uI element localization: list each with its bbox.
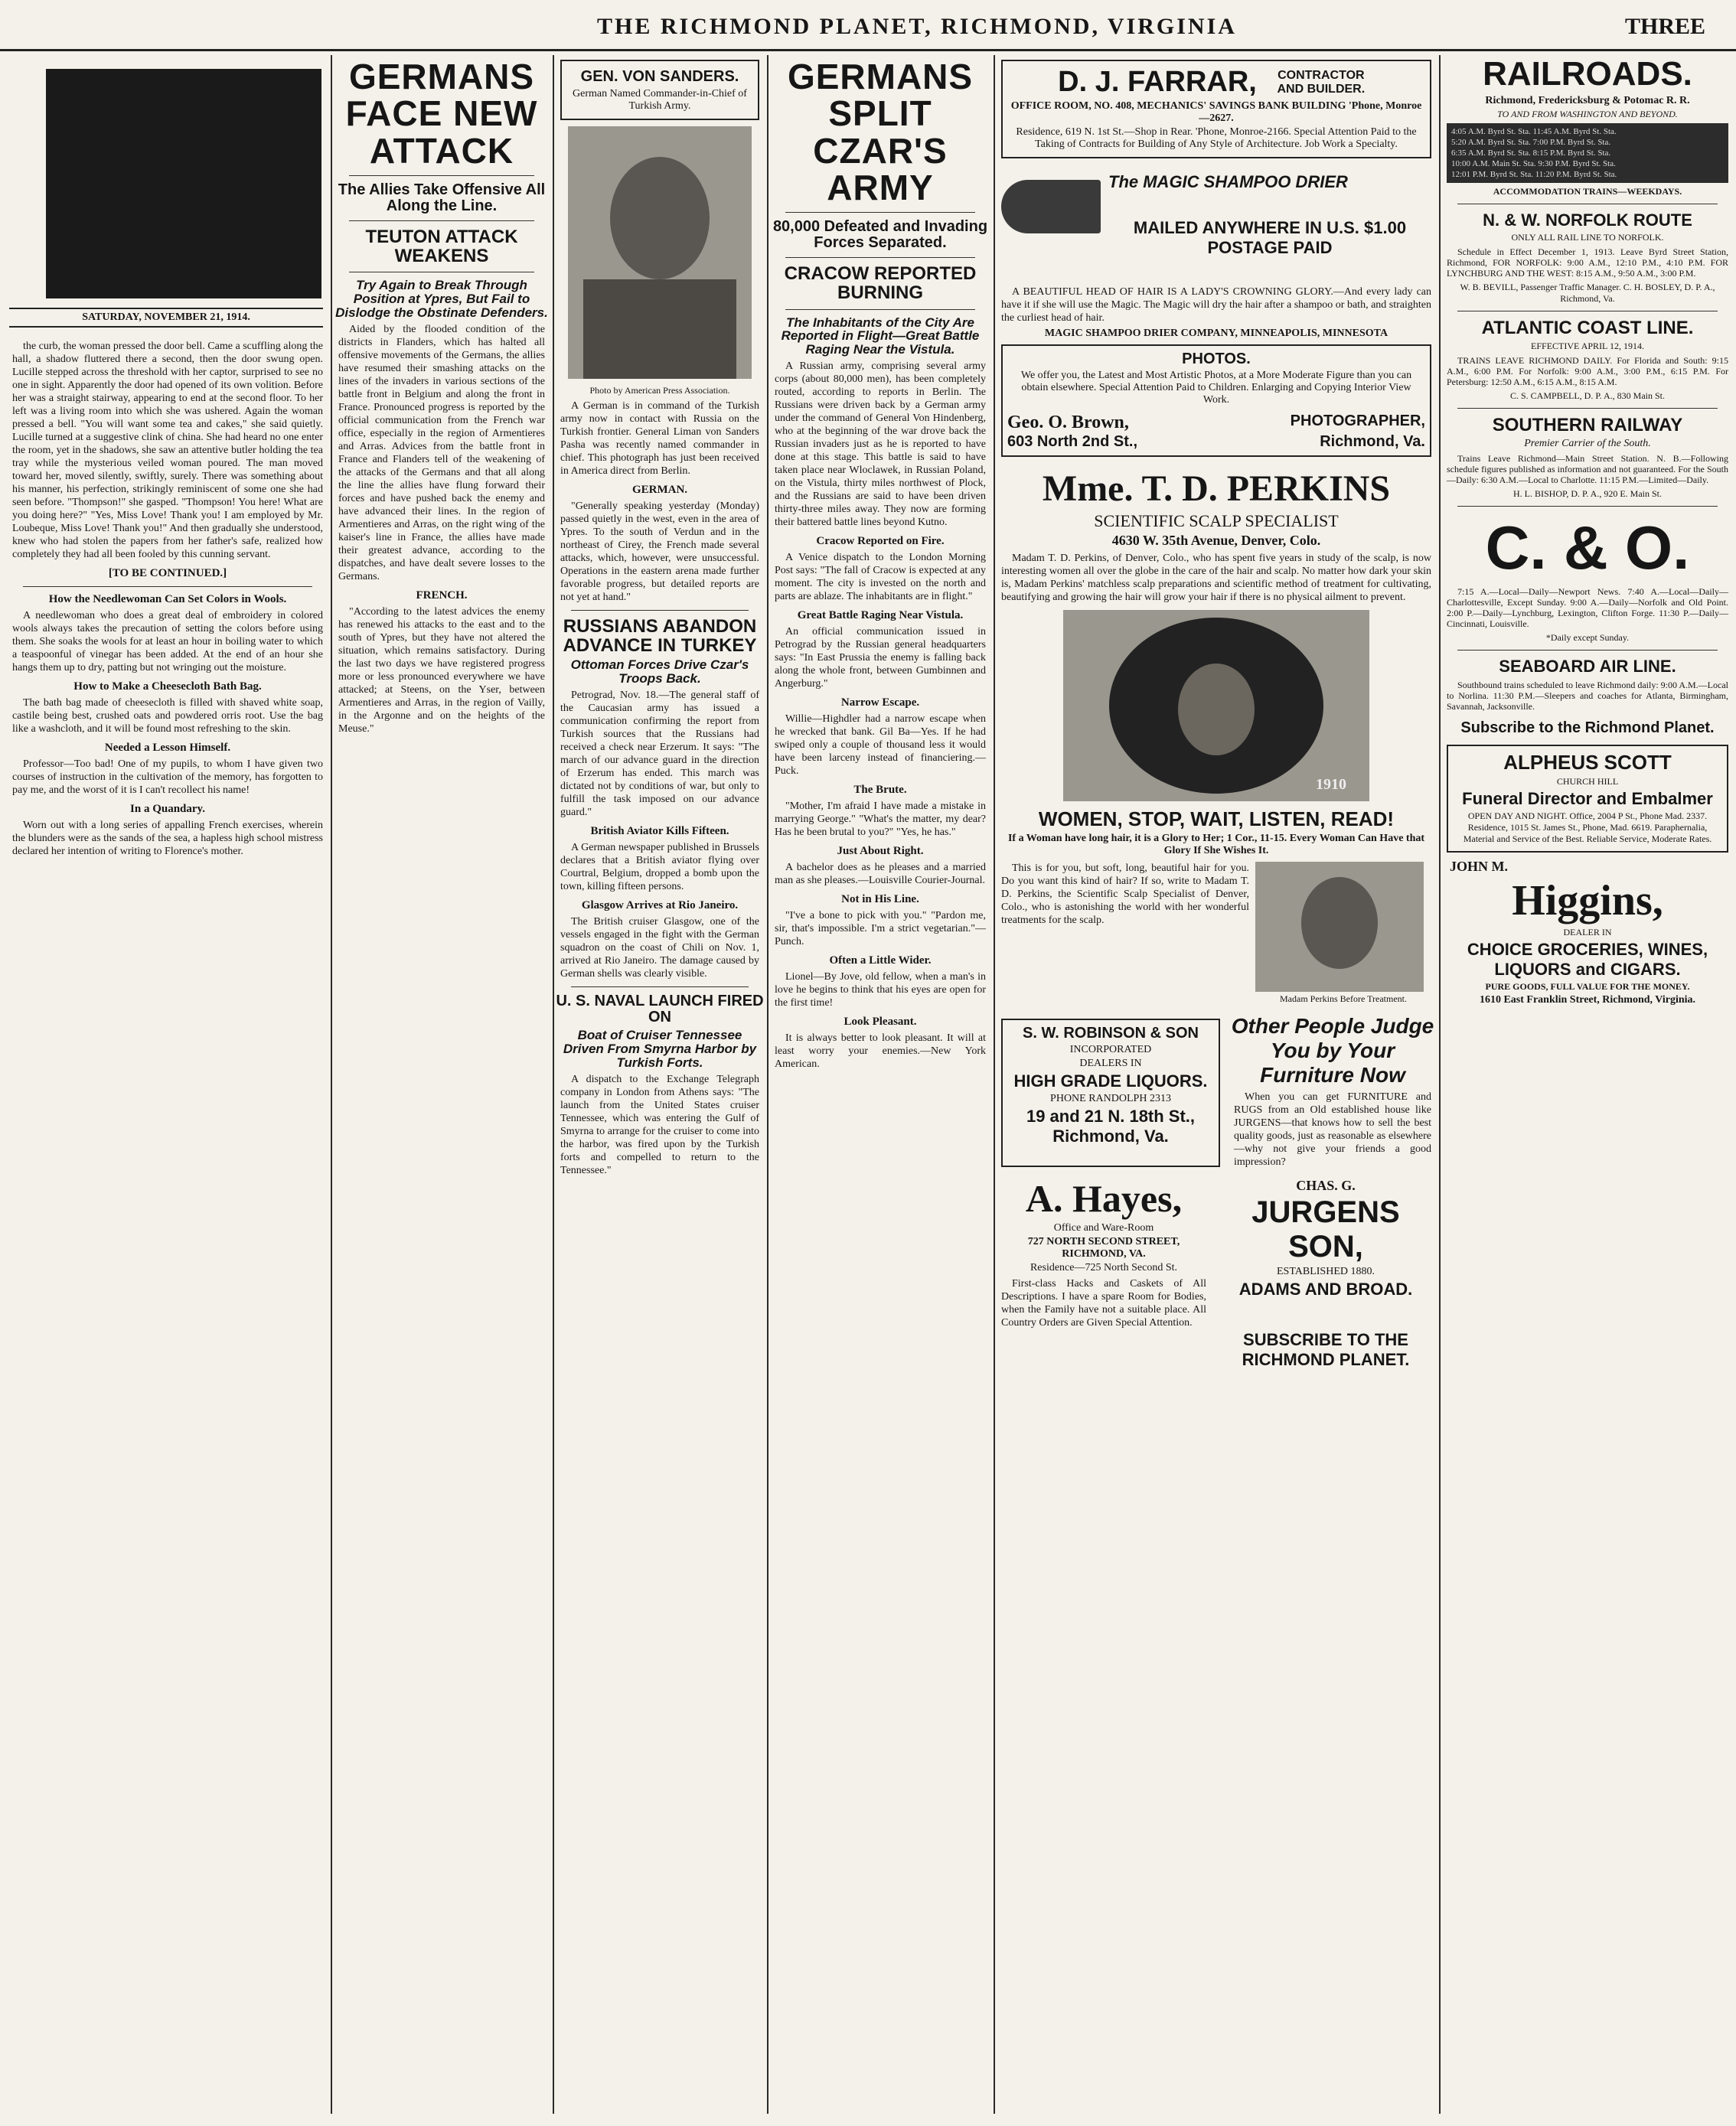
magic-drier-ad-art (1001, 165, 1431, 279)
aviator-text: A German newspaper published in Brussels declares that a British aviator flying over Courtral, Belgium, dropped a bomb upon the town, killing fifteen persons. (560, 842, 759, 893)
subhead-boat: Boat of Cruiser Tennessee Driven From Smyrna Harbor by Turkish Forts. (563, 1028, 757, 1070)
ink-blot (46, 69, 321, 298)
escape-text: Willie—Highdler had a narrow escape when he wrecked that bank. Gil Ba—Yes. If he had swiped only a couple of thousand less it would have been larceny instead of financiering.—Puck. (775, 713, 986, 778)
farrar-trade: CONTRACTOR AND BUILDER. (1277, 68, 1366, 96)
portrait-photo (568, 126, 752, 379)
column-4 (770, 55, 990, 2114)
french-text: "According to the latest advices the enemy has renewed his attacks to the east and to the south of Ypres, but they have not altered the situation, which remains satisfactory. During the last two days we have registered progress more or less pronounced everywhere we have attacked; at Steens, on the Yser, between Armentieres and Arras, in the region of Vailly, in the Argonne and on the heights of the Meuse." (338, 605, 545, 735)
subhead-teuton: TEUTON ATTACK WEAKENS (365, 226, 518, 267)
robinson-phone: PHONE RANDOLPH 2313 (1050, 1093, 1171, 1104)
hayes-address: 727 NORTH SECOND STREET, RICHMOND, VA. (1027, 1236, 1180, 1260)
jurgens-established: ESTABLISHED 1880. (1277, 1266, 1375, 1277)
scott-trade: Funeral Director and Embalmer (1462, 789, 1713, 808)
robinson-name: S. W. ROBINSON & SON (1022, 1025, 1199, 1042)
schedule-row: 4:05 A.M. Byrd St. Sta. 11:45 A.M. Byrd St. Sta. (1451, 127, 1617, 136)
women-subhead: If a Woman have long hair, it is a Glory to Her; 1 Cor., 11-15. Every Woman Can Have that Glory If She Wishes It. (1007, 833, 1425, 856)
accommodation-trains: ACCOMMODATION TRAINS—WEEKDAYS. (1493, 186, 1682, 197)
continued-note: [TO BE CONTINUED.] (108, 567, 227, 579)
caption-text: A German is in command of the Turkish army now in contact with Russia on the Turkish frontier. General Liman von Sanders Pasha was recently named commander in chief. This photograph has just been received in America direct from Berlin. (560, 400, 759, 477)
subhead-narrow-escape: Narrow Escape. (840, 696, 920, 709)
divider (785, 309, 975, 310)
rfp-title: Richmond, Fredericksburg & Potomac R. R. (1485, 95, 1690, 106)
bath-bag-text: The bath bag made of cheesecloth is filled with shaved white soap, castile being best, crushed oats and powdered orris root. Use the bag like a washcloth, and it will be found most refreshing to the skin. (12, 697, 323, 735)
subhead-just-right: Just About Right. (837, 845, 924, 858)
photo-credit: Photo by American Press Association. (589, 385, 730, 396)
farrar-name: D. J. FARRAR, (1058, 66, 1257, 98)
headline-needlewoman: How the Needlewoman Can Set Colors in Wools. (48, 593, 287, 605)
divider (23, 586, 312, 587)
divider (785, 257, 975, 258)
southern-schedule: Trains Leave Richmond—Main Street Station. N. B.—Following schedule figures published as information and not guaranteed. For the South—Daily: 6:30 A.M.—Local to Charlotte. 11:15 P.M.—Limited—Daily. (1447, 453, 1728, 485)
higgins-ad (1442, 859, 1733, 1006)
divider (1457, 506, 1718, 507)
rfp-schedule (1447, 123, 1728, 183)
jurgens-ad (1216, 1176, 1436, 1370)
masthead-title: THE RICHMOND PLANET, RICHMOND, VIRGINIA (597, 14, 1237, 39)
photos-title: PHOTOS. (1182, 351, 1251, 367)
subhead-french: FRENCH. (416, 589, 468, 602)
farrar-residence: Residence, 619 N. 1st St.—Shop in Rear. 'Phone, Monroe-2166. Special Attention Paid to the Taking of Contracts for Building of Any Style of Architecture. Job Work a Specialty. (1016, 126, 1417, 150)
before-caption: Madam Perkins Before Treatment. (1280, 993, 1407, 1004)
schedule-row: 12:01 P.M. Byrd St. Sta. 11:20 P.M. Byrd St. Sta. (1451, 170, 1617, 179)
headline-germans-split: GERMANS SPLIT CZAR'S ARMY (787, 57, 974, 207)
naval-text: A dispatch to the Exchange Telegraph company in London from Athens says: "The launch from the United States cruiser Tennessee, which was entering the Gulf of Smyrna to arrange for the cruiser to come into the harbor, was fired upon by the Turkish forts and compelled to return to the Tennessee." (560, 1073, 759, 1176)
subhead-wider: Often a Little Wider. (829, 954, 932, 967)
photo-title: GEN. VON SANDERS. (580, 68, 739, 85)
furniture-headline: Other People Judge You by Your Furniture Now (1231, 1014, 1434, 1087)
column-rule (767, 55, 768, 2114)
perkins-name: Mme. T. D. PERKINS (1042, 468, 1391, 509)
nw-schedule: Schedule in Effect December 1, 1913. Leave Byrd Street Station, Richmond, FOR NORFOLK: 9:00 A.M., 12:10 P.M., 4:10 P.M. FOR LYNCHBURG AND THE WEST: 8:15 A.M., 9:50 A.M., 3:00 P.M. (1447, 246, 1728, 279)
divider (1457, 408, 1718, 409)
subhead-not-in-line: Not in His Line. (841, 893, 919, 906)
perkins-face (1178, 664, 1255, 755)
subhead-inhabitants: The Inhabitants of the City Are Reported in Flight—Great Battle Raging Near the Vistula. (781, 315, 980, 357)
column-rule (553, 55, 554, 2114)
robinson-goods: HIGH GRADE LIQUORS. (1013, 1071, 1208, 1091)
column-2 (334, 55, 550, 2114)
scott-location: CHURCH HILL (1556, 776, 1619, 787)
german-text: "Generally speaking yesterday (Monday) passed quietly in the west, even in the area of Ypres. To the south of Verdun and in the northeast of Cirey, the French made several attacks, which, however, were unsuccessful. Operations in the eastern arena made further favorable progress, but detailed reports are not yet at hand." (560, 501, 759, 603)
railroads-title: RAILROADS. (1483, 55, 1692, 93)
dateline: SATURDAY, NOVEMBER 21, 1914. (9, 308, 323, 328)
subhead-80000: 80,000 Defeated and Invading Forces Separated. (772, 218, 988, 252)
acl-title: ATLANTIC COAST LINE. (1481, 318, 1694, 338)
drier-device-icon (1001, 180, 1101, 233)
magic-text: A BEAUTIFUL HEAD OF HAIR IS A LADY'S CROWNING GLORY.—And every lady can have it if she will use the Magic. The Magic will dry the hair after a shampoo or bath, and straighten the curliest head of hair. (1001, 286, 1431, 324)
perkins-title: SCIENTIFIC SCALP SPECIALIST (1094, 511, 1339, 530)
acl-agent: C. S. CAMPBELL, D. P. A., 830 Main St. (1509, 390, 1666, 401)
subhead-ottoman: Ottoman Forces Drive Czar's Troops Back. (570, 657, 749, 686)
hayes-ad (997, 1176, 1211, 1370)
robinson-ad (1001, 1019, 1220, 1167)
column-rule (331, 55, 332, 2114)
subscribe-planet-2: Subscribe to the Richmond Planet. (1460, 719, 1715, 736)
headline-lesson: Needed a Lesson Himself. (104, 742, 231, 754)
divider (1457, 650, 1718, 651)
lesson-text: Professor—Too bad! One of my pupils, to whom I have given two courses of instruction in the cultivation of the memory, has forgotten to pay me, and the worst of it is I can't recollect his name! (12, 758, 323, 796)
hayes-name: A. Hayes, (1025, 1177, 1183, 1220)
higgins-name: Higgins, (1512, 877, 1663, 924)
germans-face-text: Aided by the flooded condition of the districts in Flanders, which has halted all offensive movements of the Germans, the allies have resumed their smashing attacks on the lines of the invaders in various sections of the battle front in Belgium and along the front in France. Pronounced progress is reported by the official communication from the French war office, especially in the region of Armentieres and Arras. Advices from the battle front in France and Flanders tell of the weakening of the attacks of the Germans and that all along the line the allies have flung forward their forces and have pushed back the enemy and have advanced their lines. In the region of Armentieres and Arras, on the right wing of the kaiser's line in France, the allies have made their greatest advance, according to the dispatches, and have dealt severe losses to the Germans. (338, 323, 545, 582)
subhead-aviator: British Aviator Kills Fifteen. (590, 825, 729, 838)
higgins-prefix: JOHN M. (1450, 859, 1508, 874)
photo-caption-box (560, 60, 759, 120)
page-number: THREE (1624, 14, 1705, 39)
divider (785, 212, 975, 213)
scott-text: OPEN DAY AND NIGHT. Office, 2004 P St., Phone Mad. 2337. Residence, 1015 St. James St., Phone, Mad. 6619. Paraphernalia, Material and Service of the Best. Reliable Service, Moderate Rates. (1463, 810, 1712, 844)
subhead-glasgow: Glasgow Arrives at Rio Janeiro. (581, 899, 739, 912)
seaboard-title: SEABOARD AIR LINE. (1499, 657, 1676, 676)
higgins-dealer: DEALER IN (1563, 927, 1612, 937)
subhead-ypres: Try Again to Break Through Position at Ypres, But Fail to Dislodge the Obstinate Defenders. (335, 278, 548, 320)
divider (571, 610, 749, 611)
jurgens-address: ADAMS AND BROAD. (1238, 1280, 1413, 1299)
co-schedule: 7:15 A.—Local—Daily—Newport News. 7:40 A.—Local—Daily—Charlottesville, Except Sunday. 9:00 A.—Daily—Norfolk and Old Point. 2:00 P.—Daily—Lynchburg, Lexington, Clifton Forge. 11:30 P.—Daily—Cincinnati, Louisville. (1447, 586, 1728, 629)
seaboard-schedule: Southbound trains scheduled to leave Richmond daily: 9:00 A.M.—Local to Norlina. 11:30 P.M.—Sleepers and coaches for Atlanta, Birmingham, Savannah, Jacksonville. (1447, 680, 1728, 712)
column-1 (8, 337, 328, 2112)
subhead-allies: The Allies Take Offensive All Along the Line. (338, 181, 546, 214)
perkins-address: 4630 W. 35th Avenue, Denver, Colo. (1111, 533, 1321, 548)
magic-company: MAGIC SHAMPOO DRIER COMPANY, MINNEAPOLIS, MINNESOTA (1044, 328, 1388, 339)
before-photo (1255, 862, 1424, 992)
southern-subtitle: Premier Carrier of the South. (1524, 438, 1651, 449)
headline-quandary: In a Quandary. (130, 803, 205, 815)
brown-trade: PHOTOGRAPHER, (1290, 412, 1425, 429)
nw-title: N. & W. NORFOLK ROUTE (1483, 210, 1692, 230)
acl-schedule: TRAINS LEAVE RICHMOND DAILY. For Florida and South: 9:15 A.M., 6:00 P.M. For Norfolk: 9:00 A.M., 3:00 P.M., 6:15 P.M. For Petersburg: 12:50 A.M., 6:15 A.M., 8:15 A.M. (1447, 355, 1728, 387)
furniture-ad (1229, 1014, 1436, 1172)
higgins-pure: PURE GOODS, FULL VALUE FOR THE MONEY. (1485, 981, 1690, 992)
scott-name: ALPHEUS SCOTT (1503, 751, 1672, 774)
schedule-row: 6:35 A.M. Byrd St. Sta. 8:15 P.M. Byrd St. Sta. (1451, 148, 1611, 158)
robinson-inc: INCORPORATED (1069, 1044, 1152, 1055)
photo-subtitle: German Named Commander-in-Chief of Turkish Army. (573, 88, 747, 112)
women-headline: WOMEN, STOP, WAIT, LISTEN, READ! (1038, 807, 1395, 830)
subhead-look-pleasant: Look Pleasant. (844, 1016, 917, 1029)
subscribe-planet: SUBSCRIBE TO THE RICHMOND PLANET. (1242, 1330, 1410, 1369)
photos-text: We offer you, the Latest and Most Artistic Photos, at a More Moderate Figure than you can obtain elsewhere. Special Attention Paid to Children. Enlarging and Copying Interior View Work. (1020, 370, 1412, 406)
furniture-text: When you can get FURNITURE and RUGS from an Old established house like JURGENS—that knows how to sell the best quality goods, just as reasonable as elsewhere—why not give your friends a good impression? (1234, 1091, 1431, 1168)
column-rule (1439, 55, 1441, 2114)
headline-russians: RUSSIANS ABANDON ADVANCE IN TURKEY (563, 616, 757, 657)
subhead-cracow-fire: Cracow Reported on Fire. (816, 535, 945, 548)
battle-text: An official communication issued in Petrograd by the Russian general headquarters says: "In East Prussia the enemy is falling back along the whole front, between Gumbinnen and Angerburg." (775, 626, 986, 690)
column-3 (556, 55, 764, 2114)
perkins-text: Madam T. D. Perkins, of Denver, Colo., who has spent five years in study of the scalp, is now interesting women all over the globe in the care of the hair and scalp. No matter how dark your skin is, Madam Perkins' matchless scalp preparations and scientific method of treatment for cultivating, beautifying and growing the hair will grow your hair if there is no physical ailment to prevent. (1001, 553, 1431, 603)
southern-agent: H. L. BISHOP, D. P. A., 920 E. Main St. (1512, 488, 1663, 499)
subhead-brute: The Brute. (853, 784, 907, 797)
brown-city: Richmond, Va. (1320, 433, 1425, 450)
southern-title: SOUTHERN RAILWAY (1492, 415, 1683, 435)
subhead-german: GERMAN. (631, 484, 688, 496)
story-text: the curb, the woman pressed the door bell. Came a scuffling along the hall, a shadow fluttered there a second, then the door swung open. Lucille stepped across the threshold with her captor, surprised to see no one in sight. Apparently the door had opened of its own volition. Before her was a straight stairway, appearing to end at the second floor. To her left was a living room into which she was ushered. Again the woman pressed a bell. "You will want some tea and cakes," she said quietly. Lucille turned at a suggestive clink of china. She had heard no one enter the room, yet in the shadows, she saw an attentive butler holding the tea tray while the mysterious veiled woman poured. The man moved toward her, moved silently, swiftly, surely. There was something about his manner, his perfection, strikingly reminiscent of some one she had seen before. "Thompson!" she gasped. "Thompson! You here! What are you doing here?" "Yes, Miss Love! Thank you! I am employed by Mr. Loubeque, Miss Love! Thank you!" And then gradually she understood, knew who had stolen the papers from her father's safe, realized how completely they had all been fooled by this cunning servant. (12, 341, 323, 560)
brute-text: "Mother, I'm afraid I have made a mistake in marrying George." "What's the matter, my dear? Has he been brutal to you?" "Yes, he has." (775, 801, 986, 839)
jurgens-name: JURGENS SON, (1251, 1195, 1400, 1264)
perkins-photo (1063, 610, 1369, 801)
brown-address: 603 North 2nd St., (1007, 433, 1138, 450)
magic-title: The MAGIC SHAMPOO DRIER (1108, 172, 1348, 191)
glasgow-text: The British cruiser Glasgow, one of the vessels engaged in the fight with the German squadron on the coast of Chili on Nov. 1, arrived at Rio Janeiro. The damage caused by German shells was clearly visible. (560, 916, 759, 980)
robinson-dealers: DEALERS IN (1079, 1058, 1142, 1069)
germans-split-text: A Russian army, comprising several army corps (about 80,000 men), has been completely routed, according to reports in Berlin. The Russians were driven back by a German army under the command of General Von Hindenberg, who at the beginning of the war drove back the Russian invaders just as he is reported to have done at this stage. This battle is said to have taken place near Wloclawek, in Russian Poland, on the Vistula, thirty miles northwest of Plock, and the Russians are said to have been driven thirty-three miles away. They now are forming their battered battle lines beyond Kutno. (775, 360, 986, 529)
hayes-office: Office and Ware-Room (1053, 1222, 1154, 1234)
nw-subtitle: ONLY ALL RAIL LINE TO NORFOLK. (1511, 232, 1664, 243)
higgins-address: 1610 East Franklin Street, Richmond, Virginia. (1479, 994, 1696, 1006)
jurgens-prefix: CHAS. G. (1296, 1178, 1356, 1193)
photo-year: 1910 (1316, 776, 1346, 793)
subhead-cracow: CRACOW REPORTED BURNING (784, 263, 977, 304)
headline-bath-bag: How to Make a Cheesecloth Bath Bag. (73, 680, 262, 693)
masthead (0, 11, 1736, 51)
magic-mailed: MAILED ANYWHERE IN U.S. $1.00 POSTAGE PAID (1133, 218, 1407, 257)
column-6-railroads (1442, 55, 1733, 2114)
hayes-residence: Residence—725 North Second St. (1030, 1262, 1178, 1273)
portrait-shoulders (583, 279, 736, 379)
pleasant-text: It is always better to look pleasant. It will at least worry your enemies.—New York American. (775, 1032, 986, 1071)
column-rule (994, 55, 995, 2114)
divider (349, 175, 534, 176)
ottoman-text: Petrograd, Nov. 18.—The general staff of the Caucasian army has issued a communication confirming the report from Turkish sources that the Russians had received a check near Erzerum. It says: "The march of our advance guard in the direction of Erzerum has ended. This march was dictated not by conditions of war, but only to fulfill the task imposed on our advance guard." (560, 690, 759, 819)
column-5-ads (997, 55, 1436, 2114)
farrar-office: OFFICE ROOM, NO. 408, MECHANICS' SAVINGS BANK BUILDING 'Phone, Monroe—2627. (1010, 100, 1422, 124)
line-text: "I've a bone to pick with you." "Pardon me, sir, that's impossible. I'm a strict vegetarian."—Punch. (775, 910, 986, 948)
robinson-address: 19 and 21 N. 18th St., Richmond, Va. (1026, 1107, 1196, 1146)
quandary-text: Worn out with a long series of appalling French exercises, wherein the blunders were as the sands of the sea, a hapless high school mistress declared her intention of writing to Florence's mother. (12, 820, 323, 857)
subhead-great-battle: Great Battle Raging Near Vistula. (797, 609, 964, 622)
headline-germans-face: GERMANS FACE NEW ATTACK (345, 57, 538, 171)
before-head (1301, 877, 1378, 969)
schedule-row: 10:00 A.M. Main St. Sta. 9:30 P.M. Byrd St. Sta. (1451, 159, 1616, 168)
scott-ad (1447, 745, 1728, 853)
headline-naval: U. S. NAVAL LAUNCH FIRED ON (556, 993, 764, 1026)
photos-ad (1001, 344, 1431, 457)
co-title: C. & O. (1485, 514, 1690, 582)
cracow-text: A Venice dispatch to the London Morning Post says: "The fall of Cracow is expected at any moment. The city is invested on the north and parts are ablaze. The inhabitants are in flight." (775, 552, 986, 603)
needlewoman-text: A needlewoman who does a great deal of embroidery in colored wools always takes the precaution of setting the colors before using them. She soaks the wools for at least an hour in boiling water to which a teaspoonful of vinegar has been added. At the end of an hour she hangs them up to dry, patting but not wringing out the moisture. (12, 610, 323, 673)
farrar-ad (1001, 60, 1431, 158)
wider-text: Lionel—By Jove, old fellow, when a man's in love he begins to think that his eyes are open for the first time! (775, 971, 986, 1009)
nw-agent: W. B. BEVILL, Passenger Traffic Manager. C. H. BOSLEY, D. P. A., Richmond, Va. (1460, 282, 1715, 304)
divider (349, 220, 534, 221)
hayes-text: First-class Hacks and Caskets of All Descriptions. I have a spare Room for Bodies, when the Family have not a suitable place. All Country Orders are Given Special Attention. (1001, 1278, 1206, 1329)
women-text: This is for you, but soft, long, beautiful hair for you. Do you want this kind of hair? If so, write to Madam T. D. Perkins, the Scientific Scalp Specialist of Denver, Colo., who is astonishing the world with her wonderful treatments for the scalp. (1001, 862, 1249, 926)
higgins-goods: CHOICE GROCERIES, WINES, LIQUORS and CIGARS. (1467, 940, 1708, 979)
right-text: A bachelor does as he pleases and a married man as she pleases.—Louisville Courier-Journal. (775, 862, 986, 887)
rfp-subtitle: TO AND FROM WASHINGTON AND BEYOND. (1497, 109, 1678, 119)
portrait-head (610, 157, 710, 279)
divider (571, 986, 749, 987)
brown-name: Geo. O. Brown, (1007, 412, 1129, 432)
co-note: *Daily except Sunday. (1545, 632, 1630, 643)
acl-effective: EFFECTIVE APRIL 12, 1914. (1531, 341, 1644, 351)
schedule-row: 5:20 A.M. Byrd St. Sta. 7:00 P.M. Byrd St. Sta. (1451, 138, 1611, 147)
